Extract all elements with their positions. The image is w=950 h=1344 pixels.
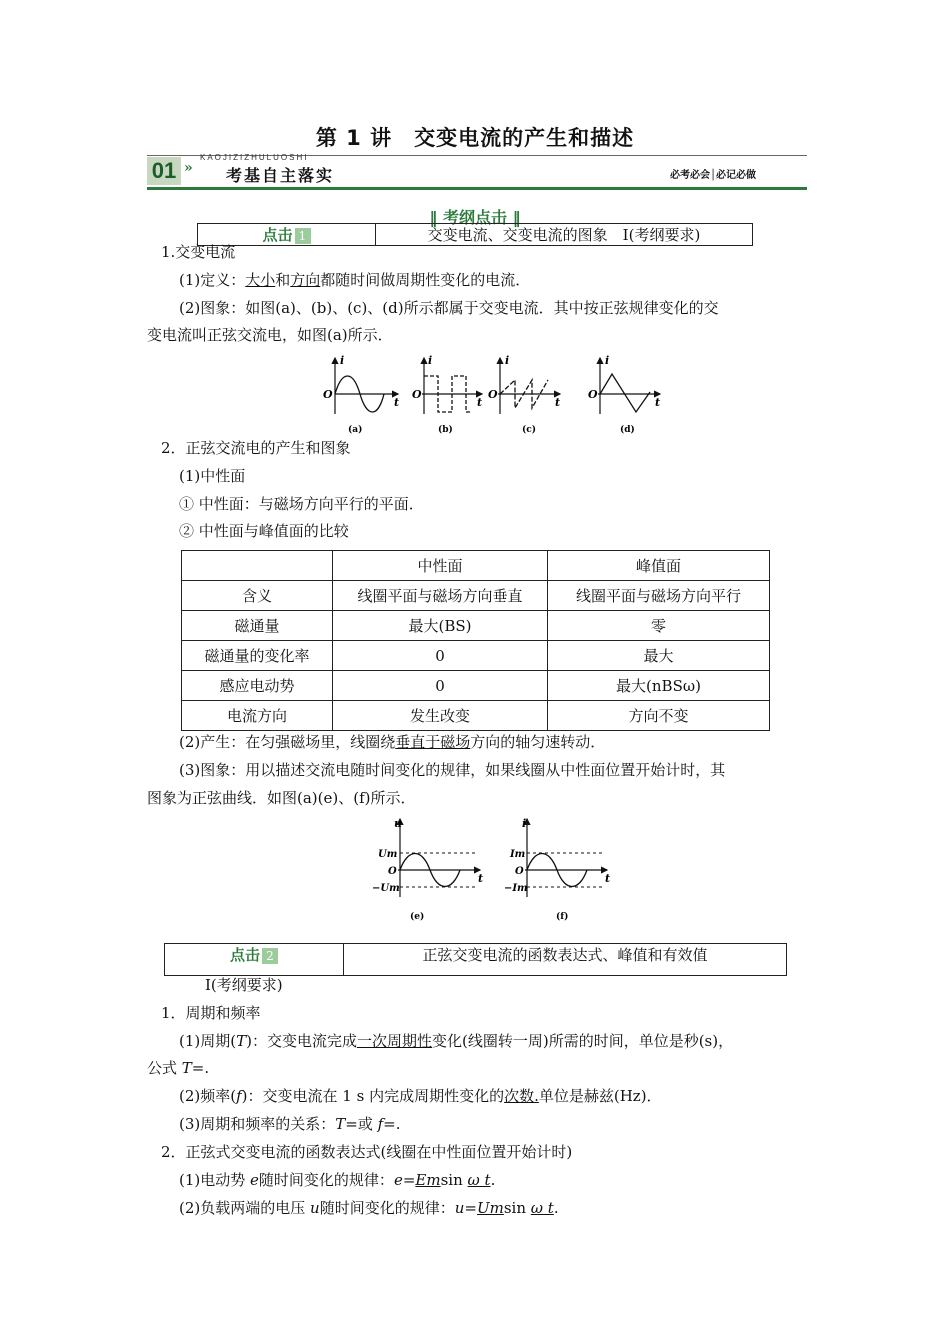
definition-line [179, 270, 839, 290]
graph-f-min: −Im [504, 883, 528, 894]
generation-line [179, 732, 839, 752]
point1-label: 点击 [262, 226, 293, 244]
graph-e-axis-t: t [478, 872, 484, 885]
graph-b-axis-t: t [477, 396, 483, 409]
table-cell: 发生改变 [333, 701, 548, 731]
emf-end: . [490, 1171, 496, 1189]
table-cell: 0 [333, 671, 548, 701]
generation-blank-1: 垂直于 [395, 733, 441, 751]
voltage-symbol: u [310, 1199, 320, 1217]
comparison-table [181, 550, 770, 731]
definition-blank-1: 大小 [245, 271, 276, 289]
voltage-omega-t: ω t [530, 1199, 554, 1217]
emf-omega-t: ω t [467, 1171, 491, 1189]
heading-function-expression: 2．正弦式交变电流的函数表达式(线圈在中性面位置开始计时) [161, 1143, 573, 1161]
graph-a-axis-i: i [340, 354, 345, 367]
graph-f [504, 817, 610, 922]
graph-b-origin: O [412, 388, 422, 401]
point2-label: 点击 [229, 946, 260, 964]
image-desc-line-1: (2)图象：如图(a)、(b)、(c)、(d)所示都属于交变电流．其中按正弦规律变化的交 [179, 299, 719, 317]
graph-e-label: (e) [410, 912, 425, 922]
section-pinyin: KAOJIZIZHULUOSHI [200, 153, 309, 162]
relation-line [179, 1114, 839, 1134]
period-middle: )：交变电流完成 [246, 1032, 357, 1050]
frequency-symbol: f [236, 1087, 242, 1105]
graph-b [412, 354, 482, 435]
relation-f: f [377, 1115, 384, 1133]
graph-f-axis-i: i [522, 817, 527, 830]
table-header-cell: 中性面 [333, 551, 548, 581]
neutral-plane-def: ① 中性面：与磁场方向平行的平面． [179, 495, 424, 513]
table-cell: 方向不变 [548, 701, 770, 731]
graph-f-max: Im [510, 849, 526, 860]
table-cell: 线圈平面与磁场方向平行 [548, 581, 770, 611]
image-desc-line-2: 变电流叫正弦交流电，如图(a)所示． [147, 326, 393, 344]
graph-desc-line-1: (3)图象：用以描述交流电随时间变化的规律，如果线圈从中性面位置开始计时，其 [179, 761, 726, 779]
relation-T: T [335, 1115, 346, 1133]
emf-symbol-2: e [393, 1171, 403, 1189]
relation-middle: =或 [345, 1115, 378, 1133]
voltage-sin: sin [503, 1199, 531, 1217]
table-cell: 零 [548, 611, 770, 641]
voltage-prefix: (2)负载两端的电压 [179, 1199, 311, 1217]
generation-prefix: (2)产生：在匀强磁场里，线圈绕 [179, 733, 396, 751]
period-blank: 一次周期性 [356, 1032, 432, 1050]
heading-ac-current: 1.交变电流 [161, 243, 236, 261]
period-formula-prefix: 公式 [147, 1059, 182, 1077]
waveform-figure-ef [370, 815, 620, 925]
table-cell: 最大(BS) [333, 611, 548, 641]
generation-suffix: 方向的轴匀速转动． [470, 733, 606, 751]
emf-symbol: e [250, 1171, 259, 1189]
graph-f-label: (f) [556, 912, 569, 922]
period-formula-line [147, 1058, 807, 1078]
table-row [182, 701, 770, 731]
table-cell: 最大(nBSω) [548, 671, 770, 701]
section-title: 考基自主落实 [226, 166, 335, 185]
voltage-symbol-2: u [454, 1199, 465, 1217]
band-bottom-rule [147, 187, 807, 190]
point2-table [164, 943, 787, 976]
emf-peak: Em [415, 1171, 441, 1189]
waveform-figure-abcd [320, 352, 670, 440]
point1-content: 交变电流、交变电流的图象 Ⅰ(考纲要求) [376, 224, 753, 246]
emf-middle: 随时间变化的规律： [258, 1171, 394, 1189]
graph-c-axis-i: i [505, 354, 510, 367]
frequency-suffix: 单位是赫兹(Hz)． [538, 1087, 662, 1105]
table-cell: 线圈平面与磁场方向垂直 [333, 581, 548, 611]
table-row [182, 611, 770, 641]
graph-e [372, 817, 483, 922]
frequency-middle: )：交变电流在 1 s 内完成周期性变化的 [241, 1087, 505, 1105]
voltage-peak: Um [476, 1199, 504, 1217]
voltage-line [179, 1198, 839, 1218]
graph-e-origin: O [388, 866, 397, 877]
graph-f-origin: O [515, 866, 524, 877]
period-suffix: 变化(线圈转一周)所需的时间，单位是秒(s)， [432, 1032, 734, 1050]
relation-suffix: =. [383, 1115, 401, 1133]
period-formula-symbol: T [181, 1059, 192, 1077]
emf-line [179, 1170, 839, 1190]
graph-f-axis-t: t [605, 872, 611, 885]
page-title: 第 1 讲 交变电流的产生和描述 [315, 126, 635, 150]
neutral-plane-heading: (1)中性面 [179, 467, 246, 485]
graph-b-axis-i: i [428, 354, 433, 367]
graph-c-label: (c) [522, 425, 536, 435]
chevron-right-icon: » [184, 160, 193, 176]
definition-blank-2: 方向 [290, 271, 321, 289]
generation-blank-2: 磁场 [440, 733, 471, 751]
graph-c-origin: O [488, 388, 498, 401]
comparison-heading: ② 中性面与峰值面的比较 [179, 522, 349, 540]
graph-c-axis-t: t [555, 396, 561, 409]
emf-equals: = [402, 1171, 416, 1189]
section-subheading: ‖ 考纲点击 ‖ [429, 208, 521, 227]
graph-e-max: Um [378, 849, 398, 860]
definition-prefix: (1)定义： [179, 271, 246, 289]
graph-a-label: (a) [348, 425, 363, 435]
graph-e-min: −Um [372, 883, 400, 894]
voltage-equals: = [464, 1199, 477, 1217]
graph-a-axis-t: t [394, 396, 400, 409]
graph-d-label: (d) [620, 425, 635, 435]
table-header-row [182, 551, 770, 581]
graph-d [588, 354, 660, 435]
voltage-end: . [553, 1199, 559, 1217]
table-row [182, 671, 770, 701]
section-number-badge: 01 [147, 157, 181, 185]
graph-d-axis-i: i [605, 354, 610, 367]
table-cell: 电流方向 [182, 701, 333, 731]
point2-label-cell [165, 944, 344, 976]
table-header-cell: 峰值面 [548, 551, 770, 581]
frequency-line [179, 1086, 839, 1106]
voltage-middle: 随时间变化的规律： [319, 1199, 455, 1217]
graph-b-label: (b) [438, 425, 453, 435]
relation-prefix: (3)周期和频率的关系： [179, 1115, 336, 1133]
table-row [182, 581, 770, 611]
point2-number: 2 [262, 948, 278, 964]
period-symbol: T [236, 1032, 247, 1050]
table-cell: 磁通量 [182, 611, 333, 641]
section-tagline: 必考必会│必记必做 [670, 170, 757, 181]
point1-number: 1 [295, 228, 311, 244]
point2-content: 正弦交变电流的函数表达式、峰值和有效值 [344, 944, 787, 976]
frequency-prefix: (2)频率( [179, 1087, 237, 1105]
period-prefix: (1)周期( [179, 1032, 237, 1050]
point2-requirement: Ⅰ(考纲要求) [205, 976, 283, 994]
frequency-blank: 次数. [504, 1087, 539, 1105]
graph-c [488, 354, 560, 435]
graph-a [323, 354, 399, 435]
table-cell: 磁通量的变化率 [182, 641, 333, 671]
table-cell: 感应电动势 [182, 671, 333, 701]
graph-a-origin: O [323, 388, 333, 401]
graph-d-axis-t: t [655, 396, 661, 409]
table-cell: 0 [333, 641, 548, 671]
graph-e-axis-u: u [394, 817, 402, 830]
table-cell: 最大 [548, 641, 770, 671]
definition-connector: 和 [275, 271, 291, 289]
table-row [182, 641, 770, 671]
table-cell: 含义 [182, 581, 333, 611]
emf-prefix: (1)电动势 [179, 1171, 251, 1189]
period-line [179, 1031, 839, 1051]
table-header-cell [182, 551, 333, 581]
definition-suffix: 都随时间做周期性变化的电流． [320, 271, 531, 289]
graph-d-origin: O [588, 388, 598, 401]
heading-sine-ac: 2．正弦交流电的产生和图象 [161, 439, 351, 457]
graph-desc-line-2: 图象为正弦曲线．如图(a)(e)、(f)所示． [147, 789, 416, 807]
period-formula-suffix: =. [191, 1059, 210, 1077]
emf-sin: sin [440, 1171, 468, 1189]
heading-period-frequency: 1．周期和频率 [161, 1004, 261, 1022]
